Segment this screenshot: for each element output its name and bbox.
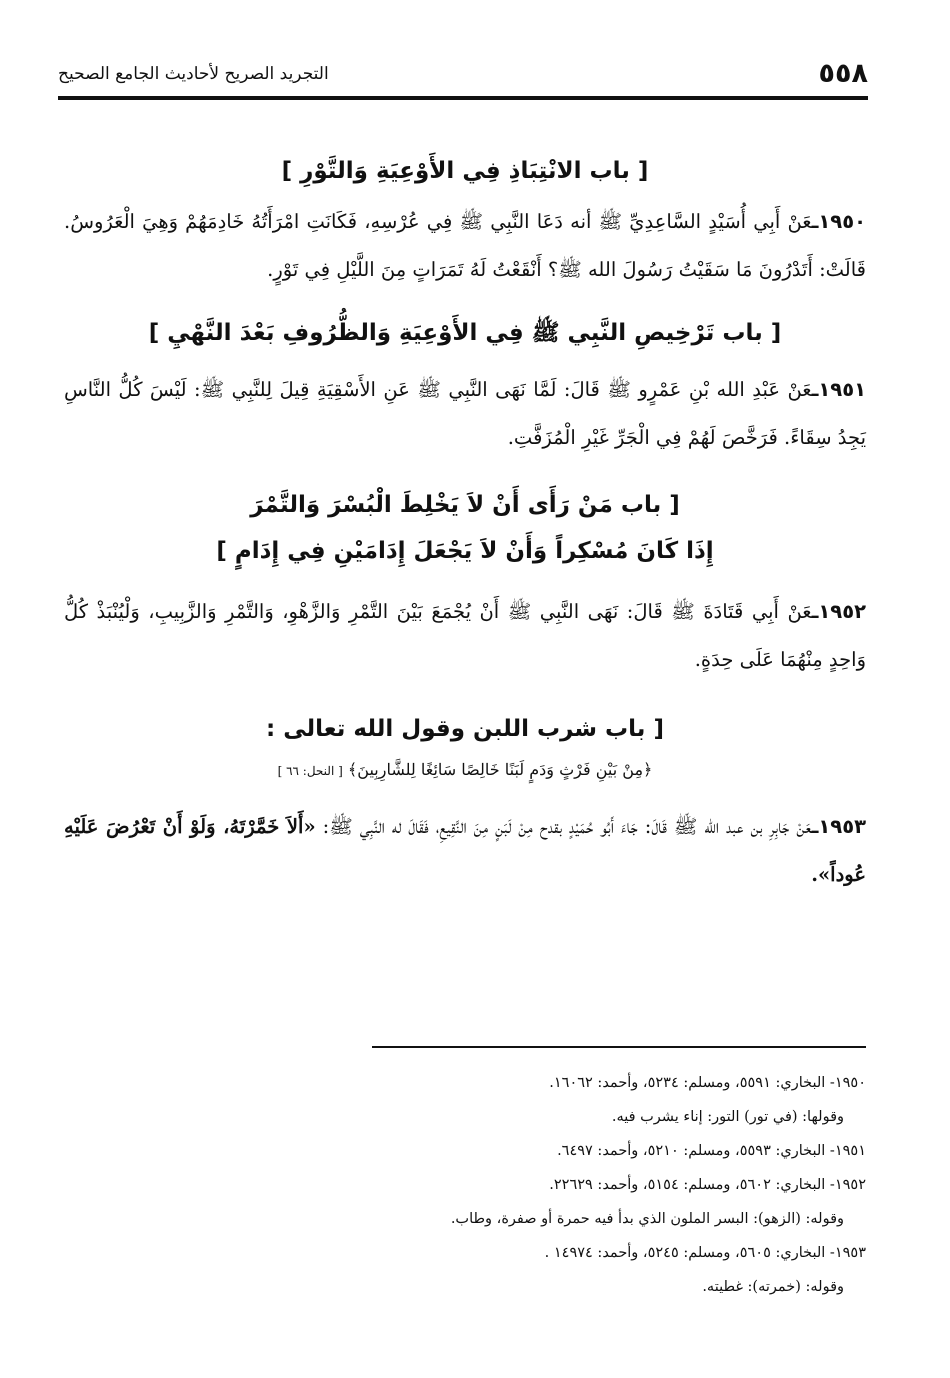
hadith-number: ١٩٥٠ـ xyxy=(811,210,866,233)
chapter-title-tawr: [ باب الانْتِبَاذِ فِي الأَوْعِيَةِ وَالتَّوْرِ ] xyxy=(281,158,649,184)
chapter-title-khalt-line1: [ باب مَنْ رَأَى أَنْ لاَ يَخْلِطَ الْبُسْرَ وَالتَّمْرَ xyxy=(250,492,680,518)
hadith-1950 xyxy=(64,198,866,294)
chapter-title-laban: [ باب شرب اللبن وقول الله تعالى : xyxy=(266,716,664,742)
footnote-1953-note: وقوله: (خمرته): غطيته. xyxy=(702,1279,844,1295)
running-title: التجريد الصريح لأحاديث الجامع الصحيح xyxy=(58,64,329,84)
hadith-1953 xyxy=(64,803,866,899)
footnote-1950-note: وقولها: (في تور) التور: إناء يشرب فيه. xyxy=(611,1109,844,1125)
hadith-text: عَنْ أَبِي أُسَيْدٍ السَّاعِدِيِّ ﷺ أنه دَعَا النَّبِي ﷺ فِي عُرْسِهِ، فَكَانَتِ امْرَأَتُهُ خَادِمَهُمْ وَهِيَ الْعَرُوسُ. قَالَتْ: أَتَدْرُونَ مَا سَقَيْتُ رَسُولَ الله ﷺ؟ أَنْقَعْتُ لَهُ تَمَرَاتٍ مِنَ اللَّيْلِ فِي تَوْرٍ. xyxy=(64,210,866,281)
footnote-1953: ١٩٥٣- البخاري: ٥٦٠٥، ومسلم: ٥٢٤٥، وأحمد: ١٤٩٧٤ . xyxy=(544,1245,866,1261)
footnote-1950: ١٩٥٠- البخاري: ٥٥٩١، ومسلم: ٥٢٣٤، وأحمد: ١٦٠٦٢. xyxy=(549,1075,866,1091)
hadith-text: عَنْ عَبْدِ الله بْنِ عَمْرٍو ﷺ قَالَ: لَمَّا نَهَى النَّبِي ﷺ عَنِ الأَسْقِيَةِ قِيلَ لِلنَّبِي ﷺ: لَيْسَ كُلُّ النَّاسِ يَجِدُ سِقَاءً. فَرَخَّصَ لَهُمْ فِي الْجَرِّ غَيْرِ الْمُزَفَّتِ. xyxy=(64,378,866,449)
quran-reference: [ النحل: ٦٦ ] xyxy=(277,764,343,778)
hadith-text: عَنْ جَابِرِ بن عبد الله ﷺ قَالَ: جَاءَ أَبُو حُمَيْدٍ بقدح مِنْ لَبَنٍ مِنَ النَّقِيعِ، فَقَالَ له النَّبِي ﷺ: xyxy=(322,815,812,838)
hadith-1952 xyxy=(64,588,866,684)
hadith-text: عَنْ أَبِي قَتَادَةَ ﷺ قَالَ: نَهَى النَّبِي ﷺ أَنْ يُجْمَعَ بَيْنَ التَّمْرِ وَالزَّهْوِ، وَالتَّمْرِ وَالزَّبِيبِ، وَلْيُنْبَذْ كُلُّ وَاحِدٍ مِنْهُمَا عَلَى حِدَةٍ. xyxy=(64,600,866,671)
hadith-1951 xyxy=(64,366,866,462)
page-number: ٥٥٨ xyxy=(818,58,868,89)
running-header xyxy=(58,56,868,96)
main-text xyxy=(64,148,866,899)
chapter-title-tarkhis: [ باب تَرْخِيصِ النَّبِي ﷺ فِي الأَوْعِيَةِ وَالظُّرُوفِ بَعْدَ النَّهْيِ ] xyxy=(148,320,782,346)
header-rule xyxy=(58,96,868,100)
chapter-title-khalt-line2: إِذَا كَانَ مُسْكِراً وَأَنْ لاَ يَجْعَلَ إِدَامَيْنِ فِي إِدَامٍ ] xyxy=(216,538,714,564)
footnote-1951: ١٩٥١- البخاري: ٥٥٩٣، ومسلم: ٥٢١٠، وأحمد: ٦٤٩٧. xyxy=(557,1143,866,1159)
footnote-rule xyxy=(372,1046,866,1048)
hadith-quote: «أَلاَ خَمَّرْتَهُ، وَلَوْ أَنْ تَعْرُضَ عَلَيْهِ عُوداً». xyxy=(64,815,866,886)
footnotes xyxy=(64,1066,866,1304)
footnote-1952: ١٩٥٢- البخاري: ٥٦٠٢، ومسلم: ٥١٥٤، وأحمد: ٢٢٦٢٩. xyxy=(549,1177,866,1193)
hadith-number: ١٩٥٣ـ xyxy=(811,815,866,838)
quran-verse xyxy=(64,752,866,789)
footnote-1952-note: وقوله: (الزهو): البسر الملون الذي بدأ فيه حمرة أو صفرة، وطاب. xyxy=(450,1211,844,1227)
hadith-number: ١٩٥٢ـ xyxy=(811,600,866,623)
quran-text: ﴿مِنْ بَيْنِ فَرْثٍ وَدَمٍ لَبَنًا خَالِصًا سَائِغًا لِلشَّارِبِينَ﴾ xyxy=(347,760,653,779)
hadith-number: ١٩٥١ـ xyxy=(811,378,866,401)
